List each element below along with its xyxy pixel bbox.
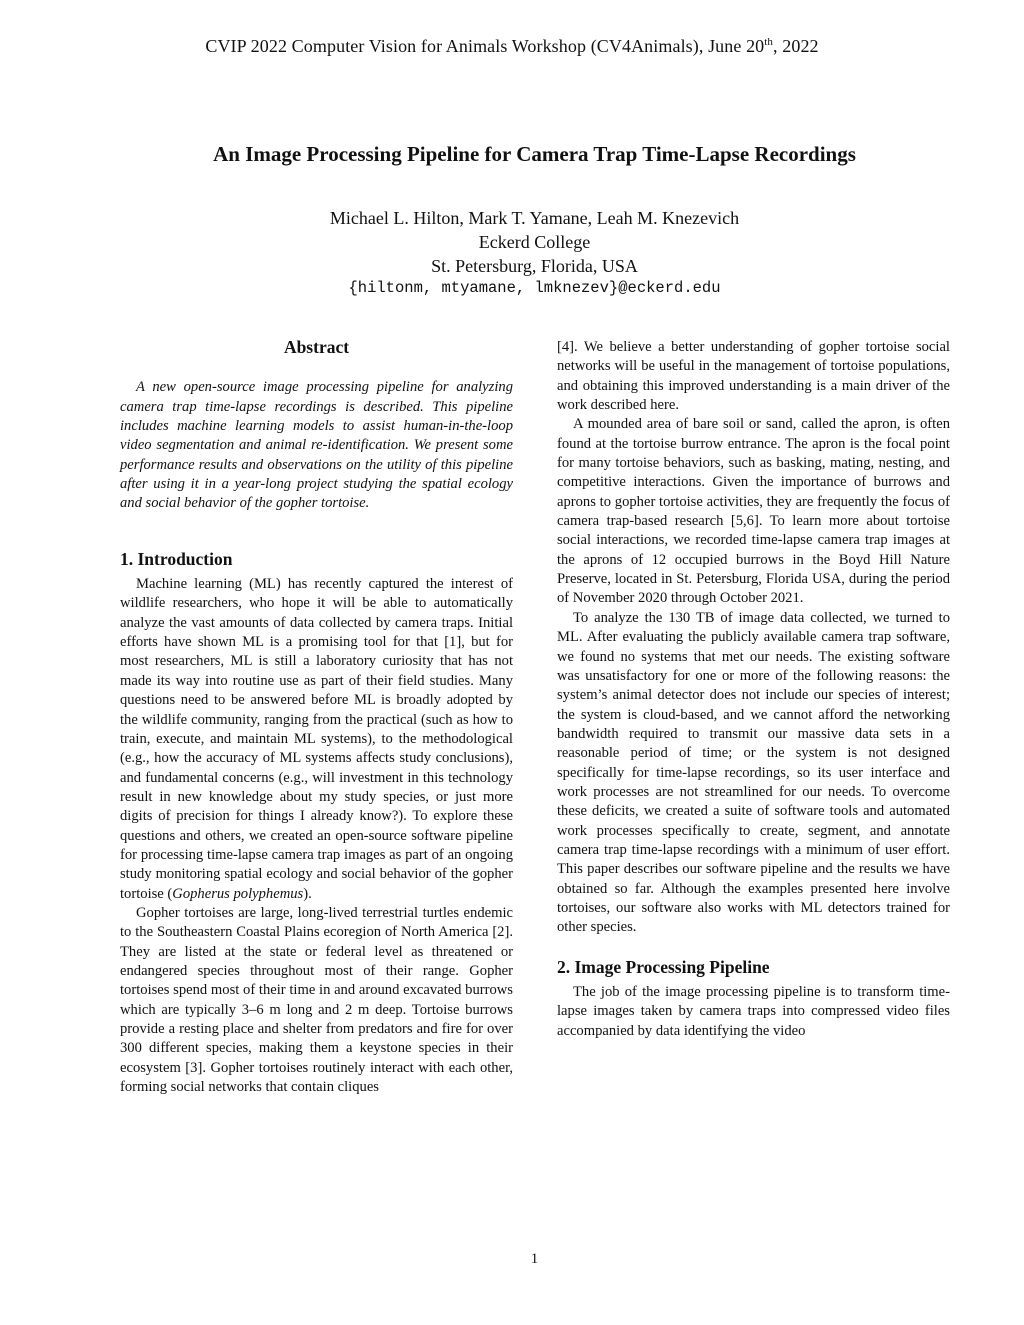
abstract-text: A new open-source image processing pipeline for analyzing camera trap time-lapse recordings is described. This pipeline includes machine learning models to assist human-in-the-loop video segmentation and animal re-identification. We present some performance results and observations on the utility of this pipeline after using it in a year-long project studying the spatial ecology and social behavior of the gopher tortoise.: [120, 379, 513, 512]
right-column: [557, 338, 950, 1041]
paper-title: An Image Processing Pipeline for Camera Trap Time-Lapse Recordings: [213, 142, 856, 166]
section-heading-pipeline: 2. Image Processing Pipeline: [557, 956, 770, 977]
intro-paragraph-1: [120, 575, 513, 904]
abstract-heading: Abstract: [283, 337, 350, 357]
conference-header: [0, 36, 1024, 57]
section-heading-introduction: 1. Introduction: [120, 548, 233, 569]
intro-paragraph-1-end: ).: [303, 885, 312, 902]
intro-paragraph-1-text: Machine learning (ML) has recently captured the interest of wildlife researchers, who hope it will be able to automatically analyze the vast amounts of data collected by camera traps. Initial efforts have shown ML is a promising tool for that [1], but for most researchers, ML is still a laboratory curiosity that has not made its way into routine use as part of their field studies. Many questions need to be answered before ML is broadly adopted by the wildlife community, ranging from the practical (such as how to train, execute, and maintain ML systems), to the methodological (e.g., how the accuracy of ML systems affects study conclusions), and fundamental concerns (e.g., will investment in this technology result in new knowledge about my study species, or just more digits of precision for things I already know?). To explore these questions and others, we created an open-source software pipeline for processing time-lapse camera trap images as part of an ongoing study monitoring spatial ecology and social behavior of the gopher tortoise (: [120, 576, 513, 902]
pipeline-paragraph-1: The job of the image processing pipeline is to transform time-lapse images taken by camera traps into compressed video files accompanied by data identifying the video: [557, 984, 950, 1039]
conference-header-text: CVIP 2022 Computer Vision for Animals Workshop (CV4Animals), June 20: [205, 36, 765, 56]
species-name: Gopherus polyphemus: [172, 885, 304, 902]
author-names: Michael L. Hilton, Mark T. Yamane, Leah M. Knezevich: [329, 208, 740, 228]
intro-paragraph-3: A mounded area of bare soil or sand, called the apron, is often found at the tortoise burrow entrance. The apron is the focal point for many tortoise behaviors, such as basking, mating, nesting, and competitive interactions. Given the importance of burrows and aprons to gopher tortoise activities, they are frequently the focus of camera trap-based research [5,6]. To learn more about tortoise social interactions, we recorded time-lapse camera trap images at the aprons of 12 occupied burrows in the Boyd Hill Nature Preserve, located in St. Petersburg, Florida USA, during the period of November 2020 through October 2021.: [557, 416, 950, 607]
intro-paragraph-4: To analyze the 130 TB of image data collected, we turned to ML. After evaluating the publicly available camera trap software, we found no systems that met our needs. The existing software was unsatisfactory for one or more of the following reasons: the system’s animal detector does not include our species of interest; the system is cloud-based, and we cannot afford the networking bandwidth required to transmit our massive data sets in a reasonable period of time; or the system is not designed specifically for time-lapse recordings, so its user interface and work processes are not streamlined for our needs. To overcome these deficits, we created a suite of software tools and automated work processes specifically to create, segment, and annotate camera trap time-lapse recordings with a minimum of user effort. This paper describes our software pipeline and the results we have obtained so far. Although the examples presented here involve tortoises, our software also works with ML detectors trained for other species.: [557, 609, 950, 936]
author-affiliation: Eckerd College: [478, 232, 591, 252]
conference-header-superscript: th: [764, 36, 774, 48]
author-location: St. Petersburg, Florida, USA: [431, 256, 638, 276]
author-email[interactable]: {hiltonm, mtyamane, lmknezev}@eckerd.edu: [348, 279, 721, 297]
intro-paragraph-2-continued: [4]. We believe a better understanding of gopher tortoise social networks will be useful in the management of tortoise populations, and obtaining this improved understanding is a main driver of the work described here.: [557, 339, 950, 414]
author-block: [0, 206, 1024, 298]
conference-header-year: , 2022: [773, 36, 819, 56]
page-number: 1: [530, 1251, 539, 1267]
intro-paragraph-2: Gopher tortoises are large, long-lived terrestrial turtles endemic to the Southeastern Coastal Plains ecoregion of North America [2]. They are listed at the state or federal level as threatened or endangered species throughout most of their range. Gopher tortoises spend most of their time in and around excavated burrows which are typically 3–6 m long and 2 m deep. Tortoise burrows provide a resting place and shelter from predators and fire for over 300 different species, making them a keystone species in their ecosystem [3]. Gopher tortoises routinely interact with each other, forming social networks that contain cliques: [120, 904, 513, 1096]
left-column: [120, 336, 513, 1097]
